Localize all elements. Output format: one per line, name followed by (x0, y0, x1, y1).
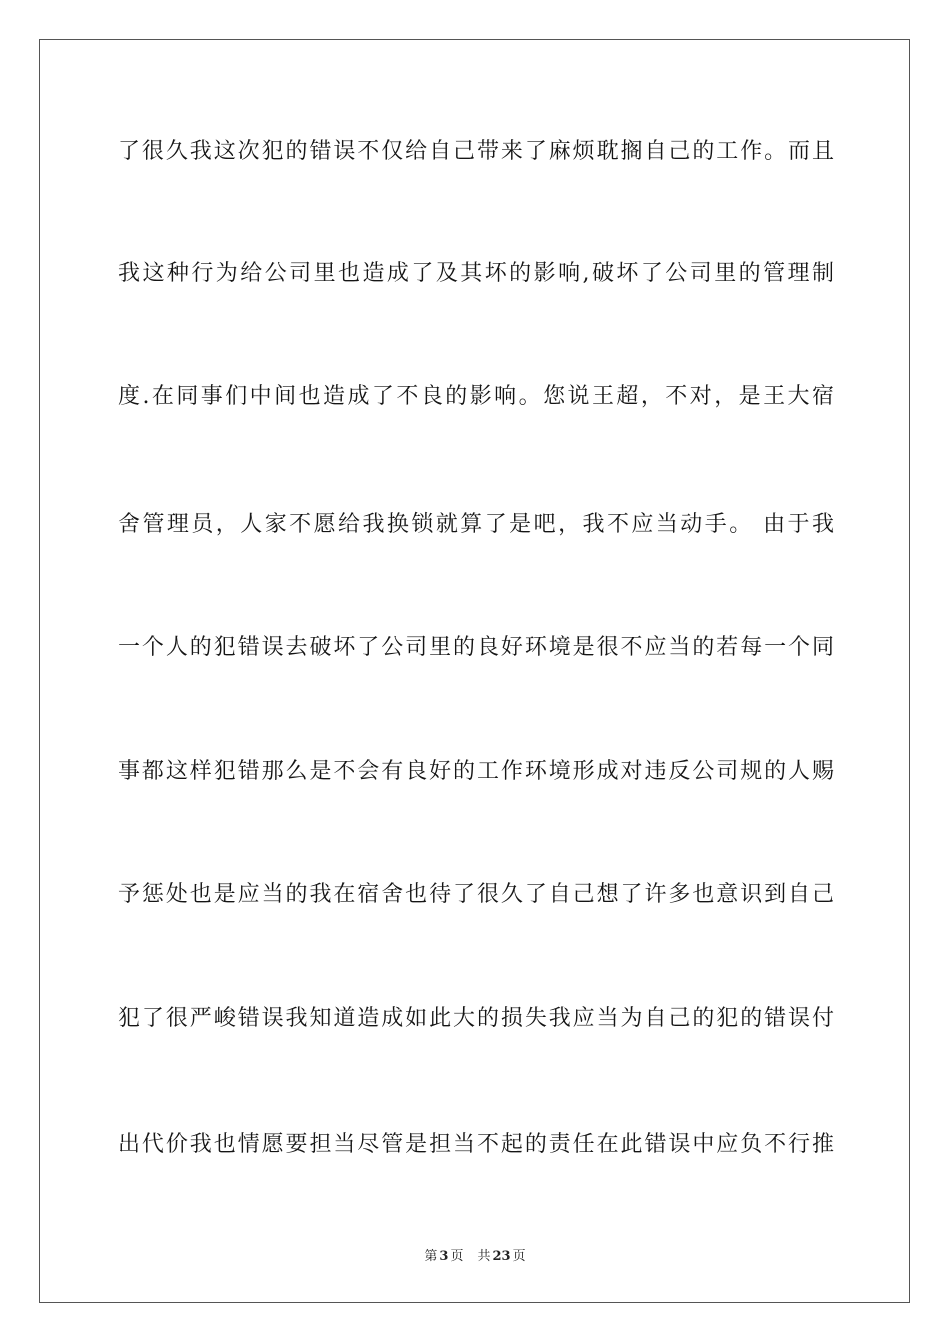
total-suffix: 页 (512, 1249, 526, 1264)
page-number: 3 (439, 1249, 449, 1264)
page-prefix: 第 (424, 1249, 438, 1264)
text-line: 予惩处也是应当的我在宿舍也待了很久了自己想了许多也意识到自己 (118, 882, 834, 907)
text-line: 犯了很严峻错误我知道造成如此大的损失我应当为自己的犯的错误付 (118, 1006, 834, 1031)
text-line: 事都这样犯错那么是不会有良好的工作环境形成对违反公司规的人赐 (118, 759, 834, 784)
page-suffix: 页 (450, 1249, 464, 1264)
text-line: 了很久我这次犯的错误不仅给自己带来了麻烦耽搁自己的工作。而且 (118, 139, 834, 164)
page-border (39, 39, 910, 1303)
text-line: 我这种行为给公司里也造成了及其坏的影响,破坏了公司里的管理制 (118, 261, 834, 286)
text-line: 度.在同事们中间也造成了不良的影响。您说王超，不对，是王大宿 (118, 384, 834, 409)
text-line: 舍管理员，人家不愿给我换锁就算了是吧，我不应当动手。 由于我 (118, 512, 834, 537)
text-line: 一个人的犯错误去破坏了公司里的良好环境是很不应当的若每一个同 (118, 635, 834, 660)
text-line: 出代价我也情愿要担当尽管是担当不起的责任在此错误中应负不行推 (118, 1132, 834, 1157)
total-pages: 23 (492, 1249, 511, 1264)
page-footer (0, 1248, 950, 1266)
total-prefix: 共 (477, 1249, 491, 1264)
